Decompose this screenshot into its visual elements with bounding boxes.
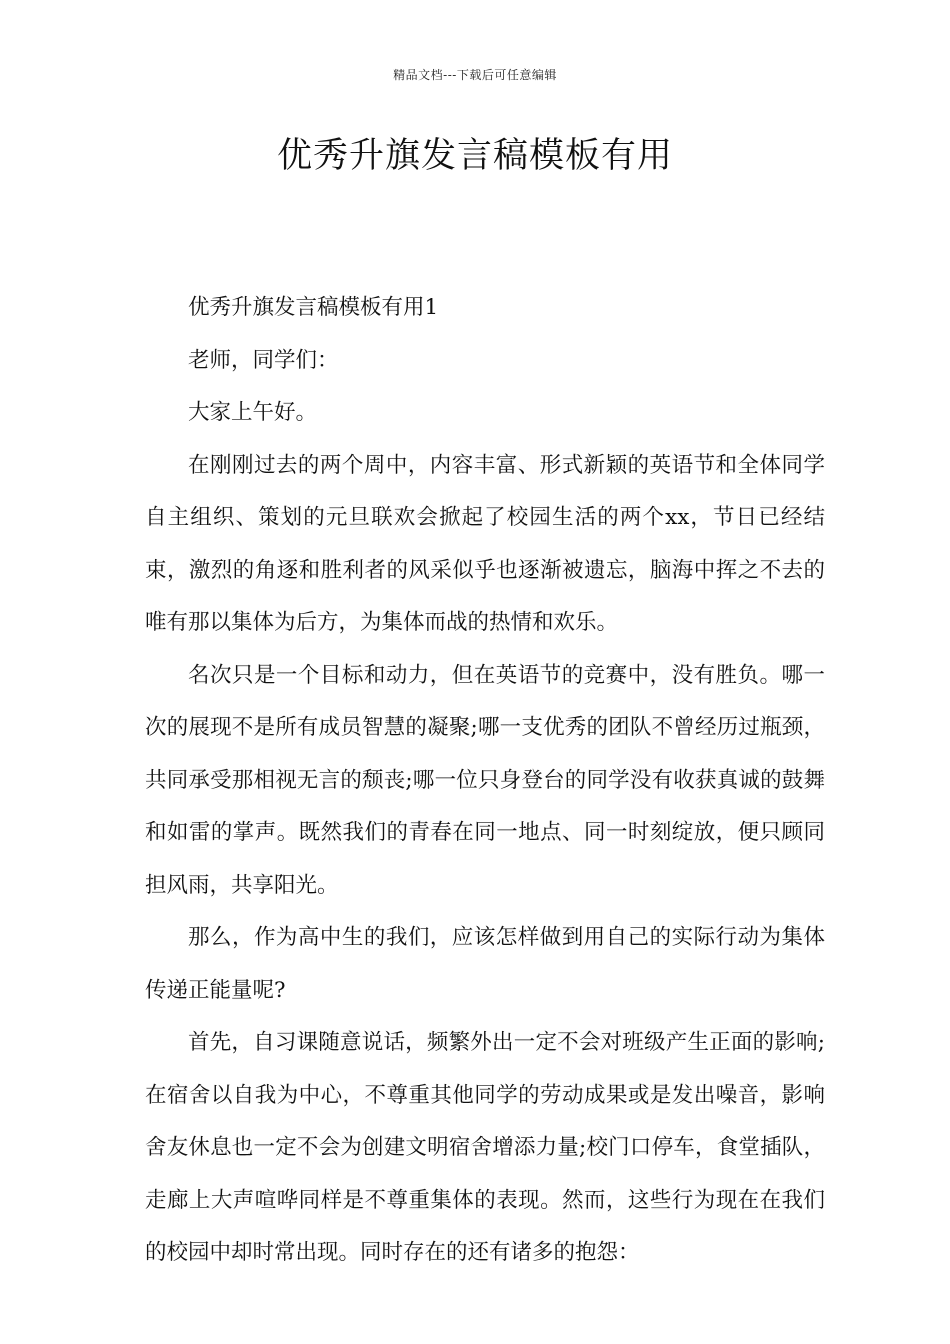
paragraph-subtitle: 优秀升旗发言稿模板有用1: [188, 295, 439, 320]
paragraph-salutation: 老师，同学们：: [188, 347, 339, 373]
document-body: [145, 282, 825, 1280]
paragraph: 那么，作为高中生的我们，应该怎样做到用自己的实际行动为集体传递正能量呢?: [145, 925, 825, 1003]
paragraph: 首先，自习课随意说话，频繁外出一定不会对班级产生正面的影响;在宿舍以自我为中心，不尊重其他同学的劳动成果或是发出噪音，影响舍友休息也一定不会为创建文明宿舍增添力量;校门口停车，食堂插队，走廊上大声喧哗同样是不尊重集体的表现。然而，这些行为现在在我们的校园中却时常出现。同时存在的还有诸多的抱怨：: [145, 1030, 825, 1265]
header-note: 精品文档---下载后可任意编辑: [393, 68, 557, 82]
paragraph-greeting: 大家上午好。: [188, 400, 318, 425]
document-title: 优秀升旗发言稿模板有用: [276, 136, 673, 176]
paragraph: 名次只是一个目标和动力，但在英语节的竞赛中，没有胜负。哪一次的展现不是所有成员智慧的凝聚;哪一支优秀的团队不曾经历过瓶颈，共同承受那相视无言的颓丧;哪一位只身登台的同学没有收获真诚的鼓舞和如雷的掌声。既然我们的青春在同一地点、同一时刻绽放，便只顾同担风雨，共享阳光。: [145, 662, 825, 898]
paragraph: 在刚刚过去的两个周中，内容丰富、形式新颖的英语节和全体同学自主组织、策划的元旦联欢会掀起了校园生活的两个xx，节日已经结束，激烈的角逐和胜利者的风采似乎也逐渐被遗忘，脑海中挥之不去的唯有那以集体为后方，为集体而战的热情和欢乐。: [145, 452, 825, 635]
